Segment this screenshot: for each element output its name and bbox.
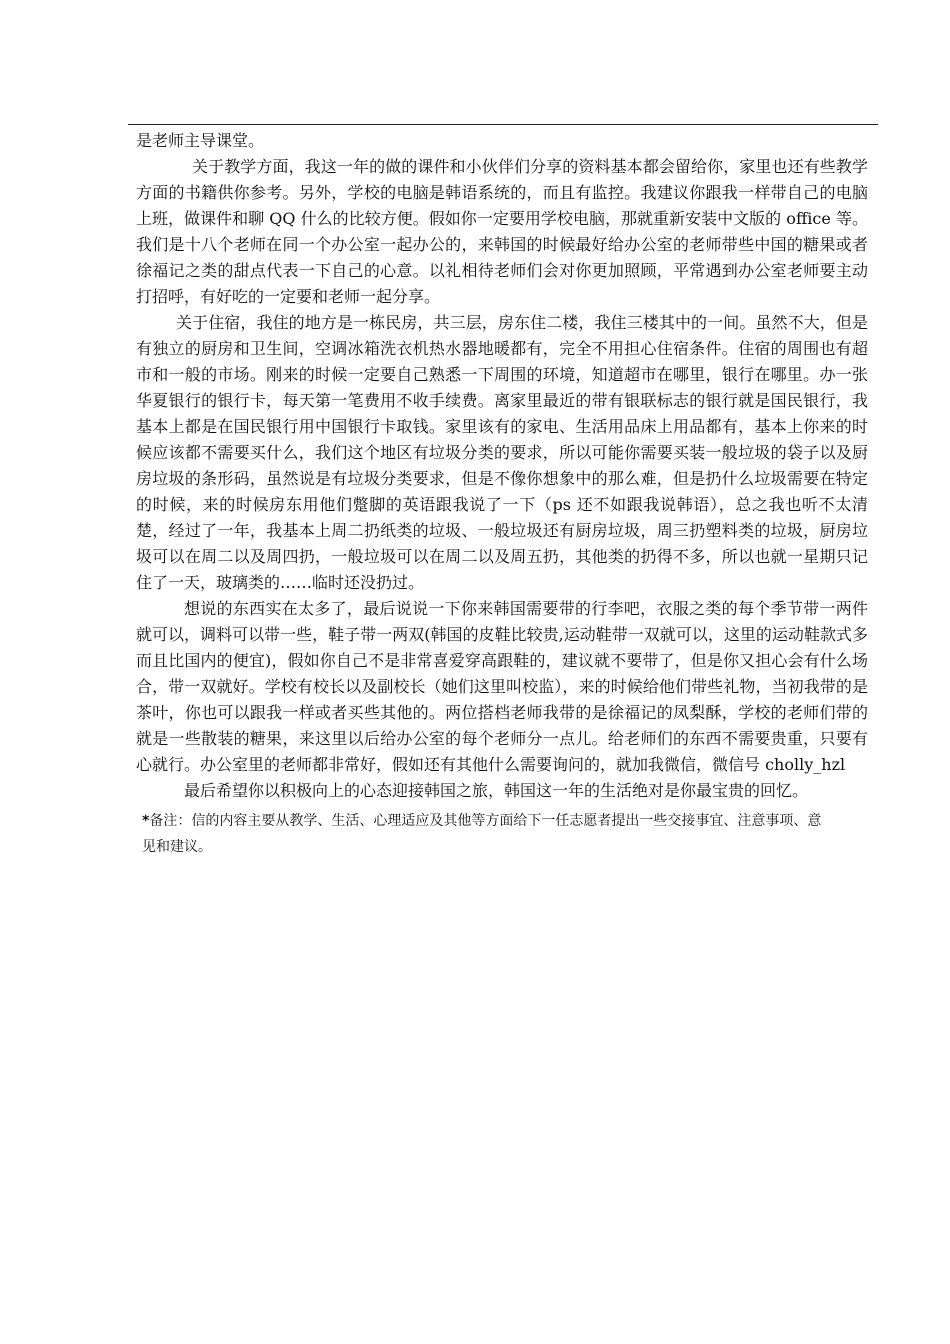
paragraph-continuation: 是老师主导课堂。 [136, 131, 265, 150]
paragraph-teaching: 关于教学方面，我这一年的做的课件和小伙伴们分享的资料基本都会留给你，家里也还有些教学方面的书籍供你参考。另外，学校的电脑是韩语系统的，而且有监控。我建议你跟我一样带自己的电脑上班，做课件和聊 QQ 什么的比较方便。假如你一定要用学校电脑，那就重新安装中文版的 office 等。我们是十八个老师在同一个办公室一起办公的，来韩国的时候最好给办公室的老师带些中国的糖果或者徐福记之类的甜点代表一下自己的心意。以礼相待老师们会对你更加照顾，平常遇到办公室老师要主动打招呼，有好吃的一定要和老师一起分享。 [136, 157, 868, 306]
note-text: 备注：信的内容主要从教学、生活、心理适应及其他等方面给下一任志愿者提出一些交接事宜、注意事项、意见和建议。 [142, 813, 822, 855]
note-marker: * [142, 813, 150, 829]
header-rule [128, 124, 878, 125]
letter-body [136, 128, 868, 860]
paragraph-housing: 关于住宿，我住的地方是一栋民房，共三层，房东住二楼，我住三楼其中的一间。虽然不大，但是有独立的厨房和卫生间，空调冰箱洗衣机热水器地暖都有，完全不用担心住宿条件。住宿的周围也有超市和一般的市场。刚来的时候一定要自己熟悉一下周围的环境，知道超市在哪里，银行在哪里。办一张华夏银行的银行卡，每天第一笔费用不收手续费。离家里最近的带有银联标志的银行就是国民银行，我基本上都是在国民银行用中国银行卡取钱。家里该有的家电、生活用品床上用品都有，基本上你来的时候应该都不需要买什么，我们这个地区有垃圾分类的要求，所以可能你需要买装一般垃圾的袋子以及厨房垃圾的条形码，虽然说是有垃圾分类要求，但是不像你想象中的那么难，但是扔什么垃圾需要在特定的时候，来的时候房东用他们蹩脚的英语跟我说了一下（ps 还不如跟我说韩语），总之我也听不太清楚，经过了一年，我基本上周二扔纸类的垃圾、一般垃圾还有厨房垃圾，周三扔塑料类的垃圾，厨房垃圾可以在周二以及周四扔，一般垃圾可以在周二以及周五扔，其他类的扔得不多，所以也就一星期只记住了一天，玻璃类的……临时还没扔过。 [136, 313, 868, 592]
paragraph-luggage: 想说的东西实在太多了，最后说说一下你来韩国需要带的行李吧，衣服之类的每个季节带一两件就可以，调料可以带一些，鞋子带一两双(韩国的皮鞋比较贵,运动鞋带一双就可以，这里的运动鞋款式多而且比国内的便宜)，假如你自己不是非常喜爱穿高跟鞋的，建议就不要带了，但是你又担心会有什么场合，带一双就好。学校有校长以及副校长（她们这里叫校监），来的时候给他们带些礼物，当初我带的是茶叶，你也可以跟我一样或者买些其他的。两位搭档老师我带的是徐福记的凤梨酥，学校的老师们带的就是一些散装的糖果，来这里以后给办公室的每个老师分一点儿。给老师们的东西不需要贵重，只要有心就行。办公室里的老师都非常好，假如还有其他什么需要询问的，就加我微信，微信号 cholly_hzl [136, 599, 868, 774]
paragraph-closing: 最后希望你以积极向上的心态迎接韩国之旅，韩国这一年的生活绝对是你最宝贵的回忆。 [184, 781, 809, 800]
footnote [142, 808, 822, 860]
